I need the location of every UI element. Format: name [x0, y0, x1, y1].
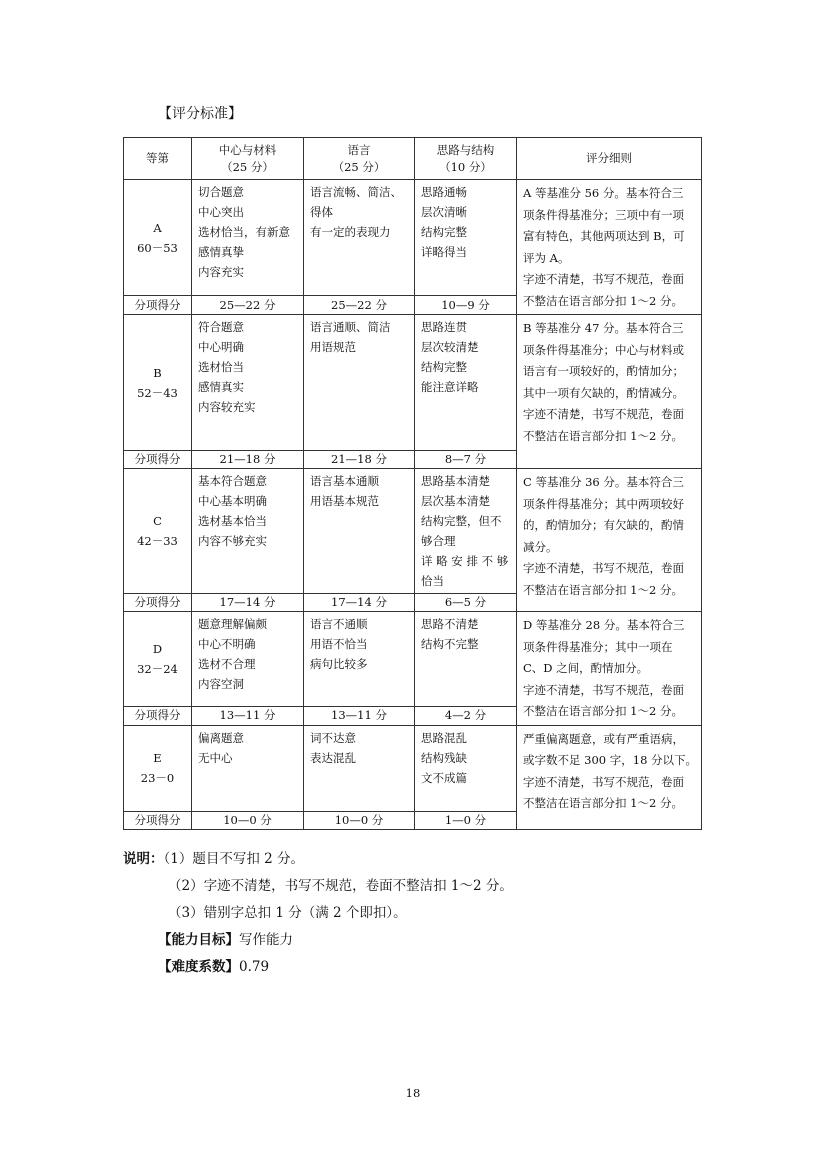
- content-cell: [192, 315, 304, 451]
- content-line: 中心突出: [198, 205, 244, 219]
- structure-cell: [415, 725, 517, 811]
- grade-range: 60－53: [137, 240, 178, 255]
- language-line: 语言基本通顺: [310, 474, 379, 488]
- ability-target: [123, 927, 513, 954]
- subscore-value: 21—18 分: [304, 451, 415, 469]
- content-line: 内容充实: [198, 265, 244, 279]
- subscore-label: 分项得分: [124, 594, 192, 612]
- language-line: 得体: [310, 205, 333, 219]
- content-line: 题意理解偏颇: [198, 617, 267, 631]
- content-line: 基本符合题意: [198, 474, 267, 488]
- subscore-value: 1—0 分: [415, 811, 517, 829]
- subscore-value: 13—11 分: [304, 706, 415, 725]
- content-line: 中心不明确: [198, 637, 256, 651]
- structure-line: 详 略 安 排 不 够: [421, 554, 509, 568]
- detail-line: 严重偏离题意，或有严重语病，: [523, 731, 684, 746]
- content-line: 选材基本恰当: [198, 514, 267, 528]
- detail-line: 不整洁在语言部分扣 1～2 分。: [523, 796, 683, 810]
- structure-line: 文不成篇: [421, 770, 467, 785]
- language-cell: [304, 469, 415, 594]
- content-line: 内容空洞: [198, 677, 244, 691]
- detail-cell: [517, 612, 702, 726]
- structure-line: 层次清晰: [421, 205, 467, 219]
- detail-line: 项条件得基准分；中心与材料或: [523, 342, 684, 357]
- subscore-value: 13—11 分: [192, 706, 304, 725]
- structure-line: 结构不完整: [421, 637, 479, 651]
- structure-cell: [415, 469, 517, 594]
- structure-cell: [415, 612, 517, 707]
- detail-line: 语言有一项较好的，酌情加分；: [523, 364, 684, 378]
- ability-value: 写作能力: [239, 932, 293, 948]
- structure-line: 结构完整: [421, 225, 467, 239]
- header-language: [304, 138, 415, 180]
- content-line: 偏离题意: [198, 730, 244, 745]
- detail-line: 项条件得基准分；其中两项较好: [523, 496, 684, 511]
- content-cell: [192, 469, 304, 594]
- grade-range: 52－43: [137, 385, 178, 400]
- content-line: 中心明确: [198, 340, 244, 354]
- subscore-value: 25—22 分: [192, 296, 304, 315]
- detail-line: 项条件得基准分；三项中有一项: [523, 207, 684, 222]
- grade-letter: D: [152, 641, 163, 656]
- detail-line: B 等基准分 47 分。基本符合三: [523, 321, 684, 335]
- detail-line: A 等基准分 56 分。基本符合三: [523, 186, 684, 200]
- subscore-value: 4—2 分: [415, 706, 517, 725]
- grade-cell: [124, 725, 192, 811]
- header-structure: [415, 138, 517, 180]
- detail-line: C、D 之间，酌情加分。: [523, 661, 649, 675]
- structure-line: 思路不清楚: [421, 617, 479, 631]
- detail-cell: [517, 180, 702, 315]
- structure-line: 够合理: [421, 534, 456, 548]
- detail-line: 或字数不足 300 字，18 分以下。: [523, 753, 698, 767]
- grade-cell: [124, 469, 192, 594]
- detail-line: 字迹不清楚，书写不规范，卷面: [523, 774, 684, 789]
- content-line: 中心基本明确: [198, 494, 267, 508]
- language-cell: [304, 315, 415, 451]
- content-line: 无中心: [198, 750, 233, 765]
- grade-letter: A: [153, 220, 162, 235]
- detail-line: 项条件得基准分；其中一项在: [523, 639, 673, 654]
- header-content-title: 中心与材料: [218, 142, 277, 157]
- detail-cell: [517, 725, 702, 829]
- language-line: 词不达意: [310, 730, 356, 745]
- detail-line: 评为 A。: [523, 250, 570, 265]
- header-structure-points: （10 分）: [439, 159, 492, 174]
- subscore-value: 17—14 分: [304, 594, 415, 612]
- detail-cell: [517, 315, 702, 469]
- subscore-value: 6—5 分: [415, 594, 517, 612]
- structure-line: 结构完整: [421, 360, 467, 374]
- notes-label: 说明：: [123, 851, 164, 867]
- note-1-text: （1）题目不写扣 2 分。: [163, 851, 305, 867]
- difficulty-label: 【难度系数】: [158, 959, 239, 975]
- language-line: 用语规范: [310, 340, 356, 354]
- subscore-label: 分项得分: [124, 296, 192, 315]
- language-cell: [304, 725, 415, 811]
- subscore-value: 17—14 分: [192, 594, 304, 612]
- language-line: 语言不通顺: [310, 617, 368, 631]
- language-line: 表达混乱: [310, 750, 356, 765]
- detail-cell: [517, 469, 702, 612]
- content-line: 选材恰当: [198, 360, 244, 374]
- grade-range: 23－0: [140, 771, 175, 785]
- detail-line: 字迹不清楚，书写不规范，卷面: [523, 561, 684, 575]
- detail-line: C 等基准分 36 分。基本符合三: [523, 475, 684, 489]
- structure-line: 详略得当: [421, 245, 467, 259]
- grade-letter: C: [153, 514, 162, 528]
- language-line: 用语基本规范: [310, 494, 379, 508]
- content-cell: [192, 180, 304, 296]
- grade-range: 42－33: [137, 534, 178, 548]
- language-cell: [304, 180, 415, 296]
- structure-line: 思路连贯: [421, 320, 467, 334]
- detail-line: 不整洁在语言部分扣 1～2 分。: [523, 293, 683, 308]
- detail-line: 减分。: [523, 539, 558, 554]
- grade-row: [124, 469, 702, 594]
- note-3: （3）错别字总扣 1 分（满 2 个即扣）。: [168, 905, 407, 921]
- content-line: 感情真挚: [198, 245, 244, 259]
- grade-cell: [124, 315, 192, 451]
- structure-line: 恰当: [421, 574, 444, 588]
- header-content-points: （25 分）: [221, 159, 274, 174]
- language-line: 用语不恰当: [310, 637, 368, 651]
- language-line: 语言通顺、简洁: [310, 320, 391, 334]
- detail-line: 其中一项有欠缺的，酌情减分。: [523, 385, 684, 400]
- header-language-points: （25 分）: [332, 159, 386, 174]
- header-language-title: 语言: [347, 142, 371, 157]
- content-line: 内容不够充实: [198, 534, 267, 548]
- detail-line: 字迹不清楚，书写不规范，卷面: [523, 407, 684, 421]
- scoring-rubric-table: [123, 137, 702, 830]
- structure-line: 层次较清楚: [421, 340, 479, 354]
- content-line: 内容较充实: [198, 400, 256, 414]
- subscore-value: 21—18 分: [192, 451, 304, 469]
- detail-line: 字迹不清楚，书写不规范，卷面: [523, 682, 684, 697]
- structure-line: 思路混乱: [421, 730, 467, 745]
- notes-section: [123, 846, 513, 981]
- detail-line: 不整洁在语言部分扣 1～2 分。: [523, 704, 683, 718]
- note-1: [123, 846, 513, 873]
- grade-letter: B: [153, 365, 162, 380]
- header-structure-title: 思路与结构: [436, 142, 495, 157]
- structure-line: 层次基本清楚: [421, 494, 490, 508]
- grade-cell: [124, 180, 192, 296]
- detail-line: 富有特色，其他两项达到 B，可: [523, 229, 685, 243]
- content-line: 感情真实: [198, 380, 244, 394]
- structure-line: 能注意详略: [421, 380, 479, 394]
- detail-line: 的，酌情加分；有欠缺的，酌情: [523, 518, 684, 532]
- detail-line: 不整洁在语言部分扣 1～2 分。: [523, 428, 683, 443]
- structure-line: 结构完整，但不: [421, 514, 502, 528]
- subscore-value: 10—9 分: [415, 296, 517, 315]
- content-line: 选材恰当，有新意: [198, 225, 290, 239]
- language-line: 语言流畅、简洁、: [310, 185, 402, 199]
- content-cell: [192, 612, 304, 707]
- language-line: 有一定的表现力: [310, 225, 391, 239]
- grade-row: [124, 612, 702, 707]
- difficulty: [123, 954, 513, 981]
- structure-line: 结构残缺: [421, 750, 467, 765]
- note-2: （2）字迹不清楚，书写不规范，卷面不整洁扣 1～2 分。: [168, 878, 513, 894]
- subscore-label: 分项得分: [124, 811, 192, 829]
- content-line: 选材不合理: [198, 657, 256, 671]
- content-line: 切合题意: [198, 185, 244, 199]
- section-heading: 【评分标准】: [158, 106, 242, 122]
- detail-line: D 等基准分 28 分。基本符合三: [523, 618, 685, 632]
- difficulty-value: 0.79: [239, 959, 270, 975]
- grade-letter: E: [153, 751, 162, 765]
- header-grade: 等第: [124, 138, 192, 180]
- grade-row: [124, 315, 702, 451]
- content-line: 符合题意: [198, 320, 244, 334]
- page-number: 18: [405, 1086, 421, 1100]
- subscore-value: 25—22 分: [304, 296, 415, 315]
- grade-range: 32－24: [137, 661, 178, 676]
- subscore-label: 分项得分: [124, 451, 192, 469]
- subscore-label: 分项得分: [124, 706, 192, 725]
- detail-line: 字迹不清楚，书写不规范，卷面: [523, 272, 684, 286]
- header-detail: 评分细则: [517, 138, 702, 180]
- content-cell: [192, 725, 304, 811]
- grade-cell: [124, 612, 192, 707]
- language-cell: [304, 612, 415, 707]
- subscore-value: 10—0 分: [192, 811, 304, 829]
- header-row: [124, 138, 702, 180]
- structure-line: 思路通畅: [421, 185, 467, 199]
- structure-cell: [415, 315, 517, 451]
- structure-line: 思路基本清楚: [421, 474, 490, 488]
- header-content: [192, 138, 304, 180]
- grade-row: [124, 725, 702, 811]
- subscore-value: 8—7 分: [415, 451, 517, 469]
- ability-label: 【能力目标】: [158, 932, 239, 948]
- language-line: 病句比较多: [310, 657, 368, 671]
- subscore-value: 10—0 分: [304, 811, 415, 829]
- structure-cell: [415, 180, 517, 296]
- detail-line: 不整洁在语言部分扣 1～2 分。: [523, 582, 683, 597]
- grade-row: [124, 180, 702, 296]
